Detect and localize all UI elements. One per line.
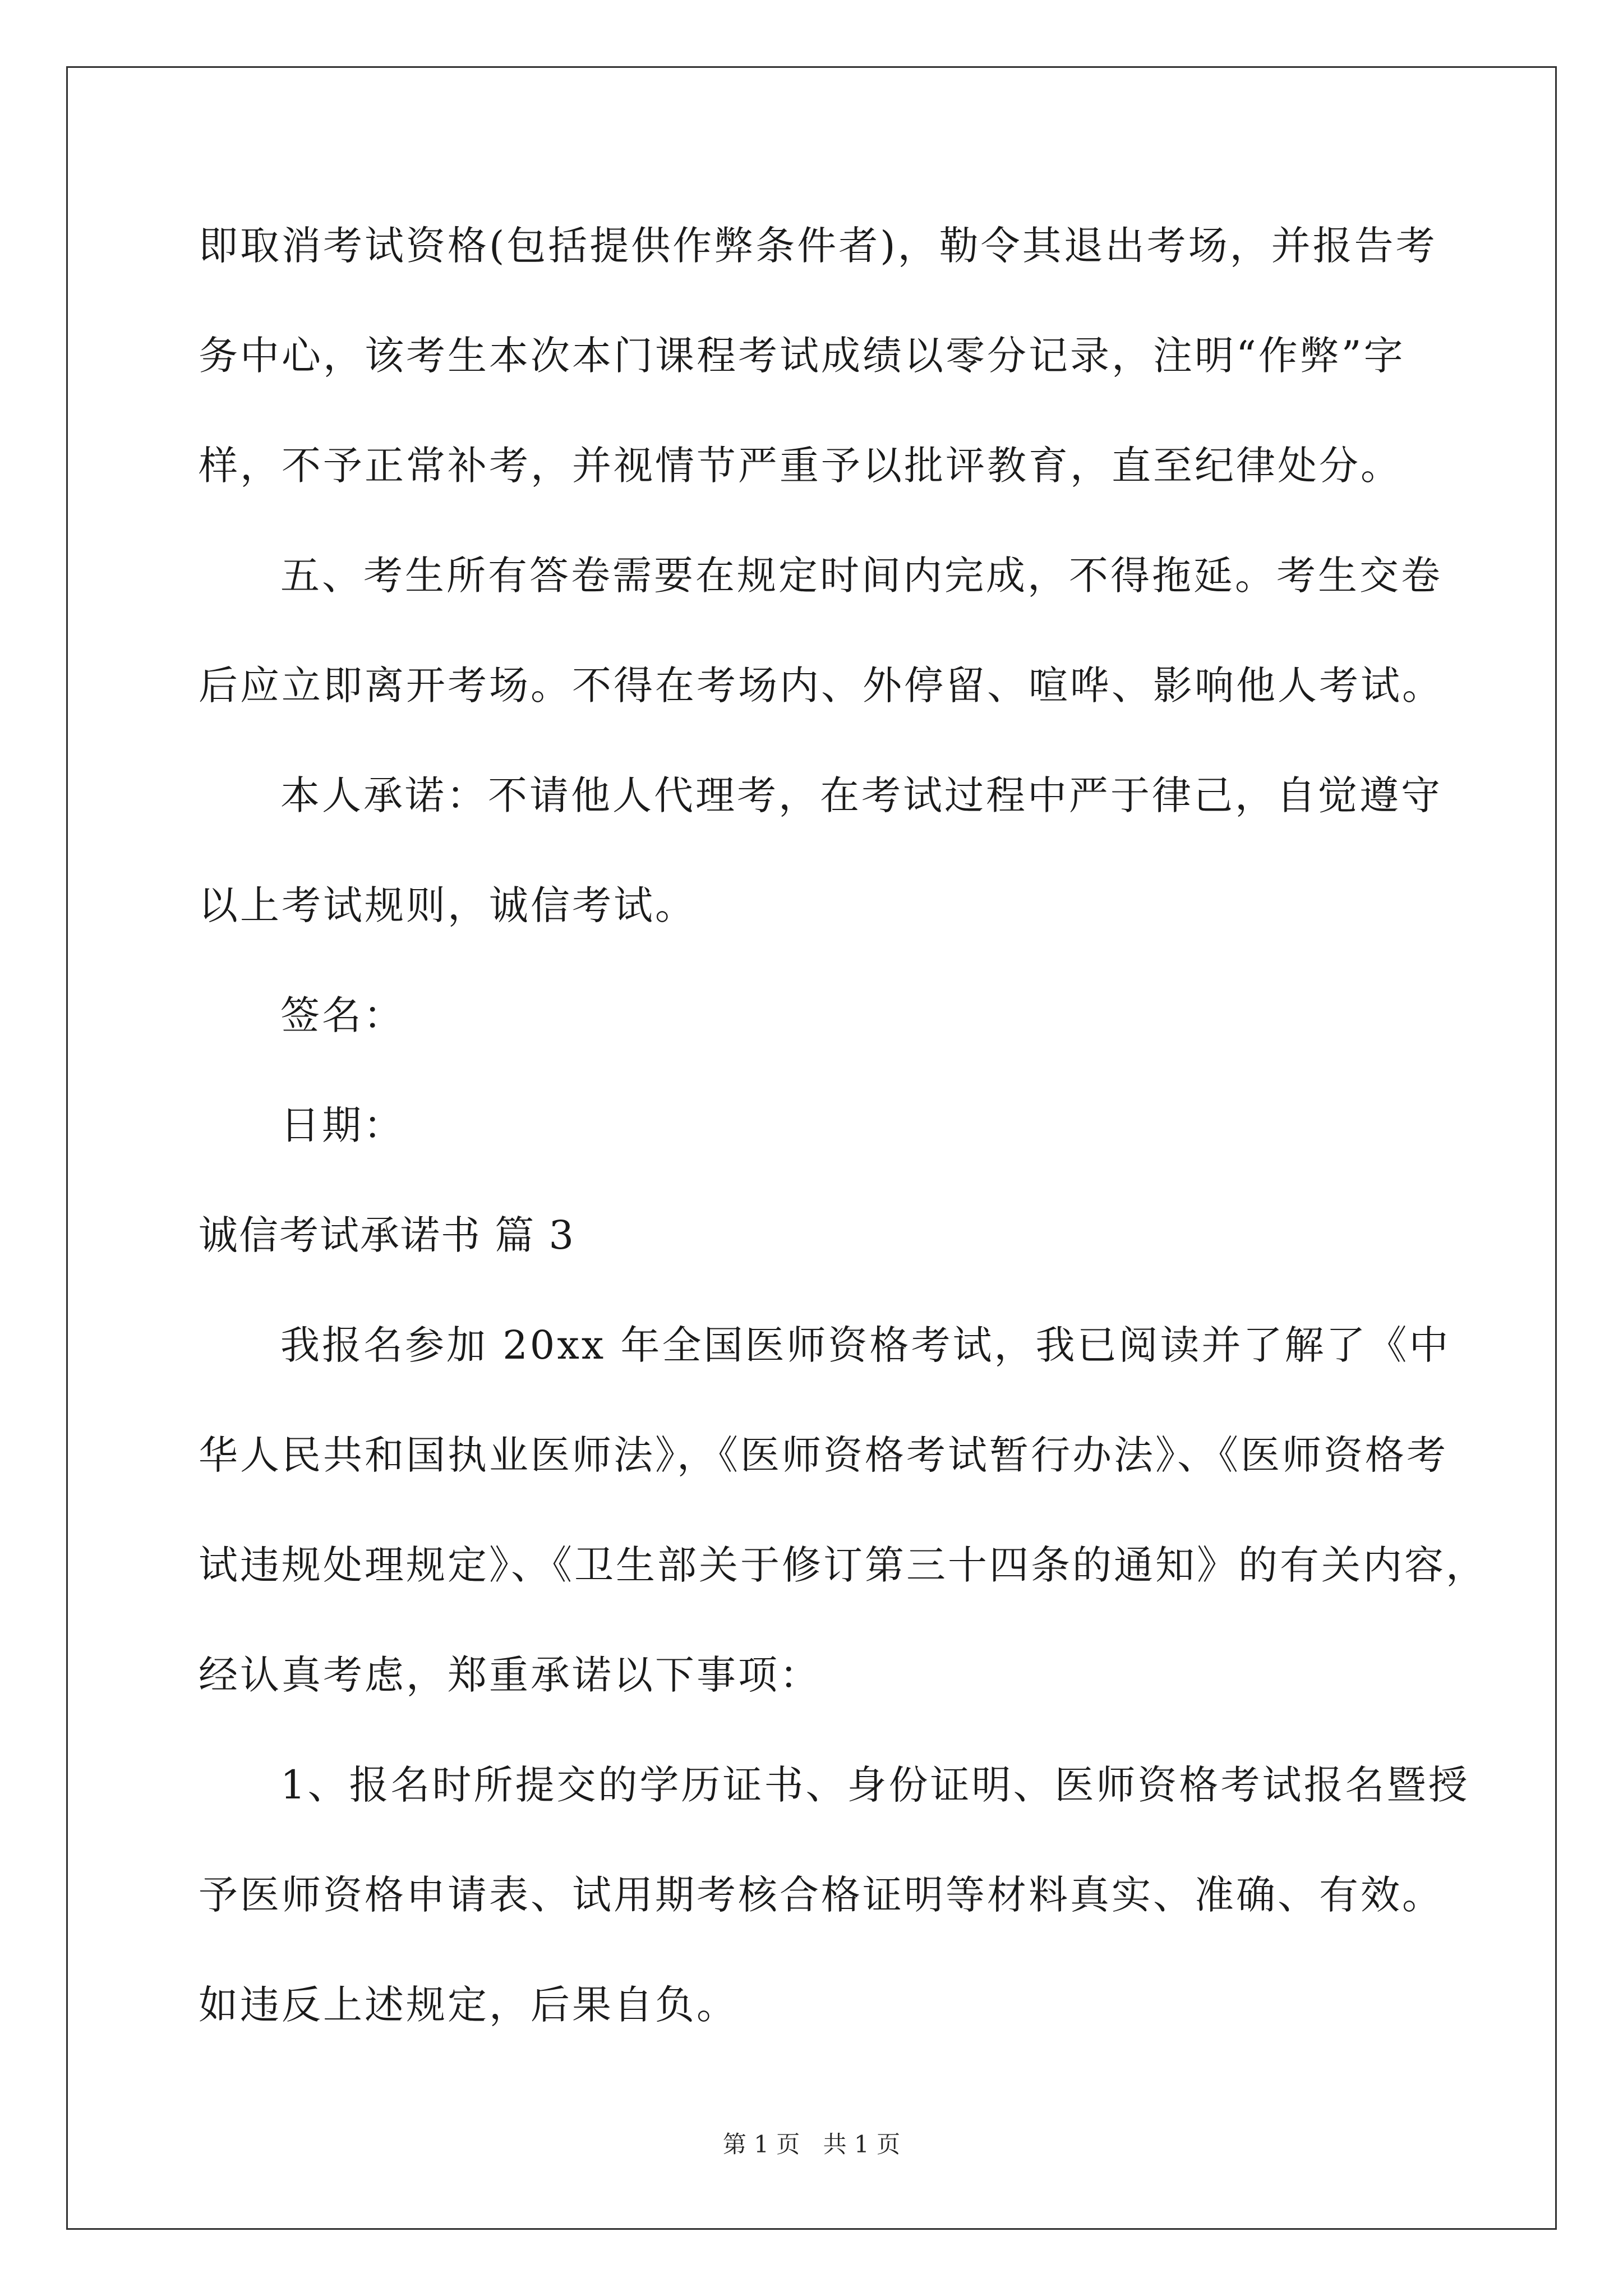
document-body: [199, 191, 1487, 2060]
text-line: 务中心，该考生本次本门课程考试成绩以零分记录，注明“作弊”字: [199, 333, 1405, 379]
text-line: 我报名参加 20xx 年全国医师资格考试，我已阅读并了解了《中: [280, 1322, 1451, 1368]
page-total: 共 1 页: [823, 2131, 901, 2158]
text-line: 本人承诺：不请他人代理考，在考试过程中严于律己，自觉遵守: [280, 772, 1442, 818]
text-line: 经认真考虑，郑重承诺以下事项：: [199, 1652, 821, 1698]
text-line: 后应立即离开考场。不得在考场内、外停留、喧哗、影响他人考试。: [199, 662, 1444, 708]
text-line: 予医师资格申请表、试用期考核合格证明等材料真实、准确、有效。: [199, 1872, 1444, 1918]
text-line: 即取消考试资格(包括提供作弊条件者)，勒令其退出考场，并报告考: [199, 223, 1437, 269]
date-label: 日期：: [280, 1102, 405, 1148]
text-line: 样，不予正常补考，并视情节严重予以批评教育，直至纪律处分。: [199, 443, 1402, 489]
page-number: 第 1 页: [722, 2131, 800, 2158]
text-line: 1、报名时所提交的学历证书、身份证明、医师资格考试报名暨授: [280, 1762, 1470, 1808]
text-line: 试违规处理规定》、《卫生部关于修订第三十四条的通知》的有关内容，: [199, 1542, 1487, 1588]
section-heading: 诚信考试承诺书 篇 3: [199, 1212, 575, 1258]
page-footer: [0, 2126, 1623, 2160]
signature-label: 签名：: [280, 992, 405, 1038]
text-line: 如违反上述规定，后果自负。: [199, 1982, 738, 2028]
text-line: 以上考试规则，诚信考试。: [199, 882, 697, 928]
text-line: 华人民共和国执业医师法》，《医师资格考试暂行办法》、《医师资格考: [199, 1432, 1448, 1478]
text-line: 五、考生所有答卷需要在规定时间内完成，不得拖延。考生交卷: [280, 553, 1442, 599]
